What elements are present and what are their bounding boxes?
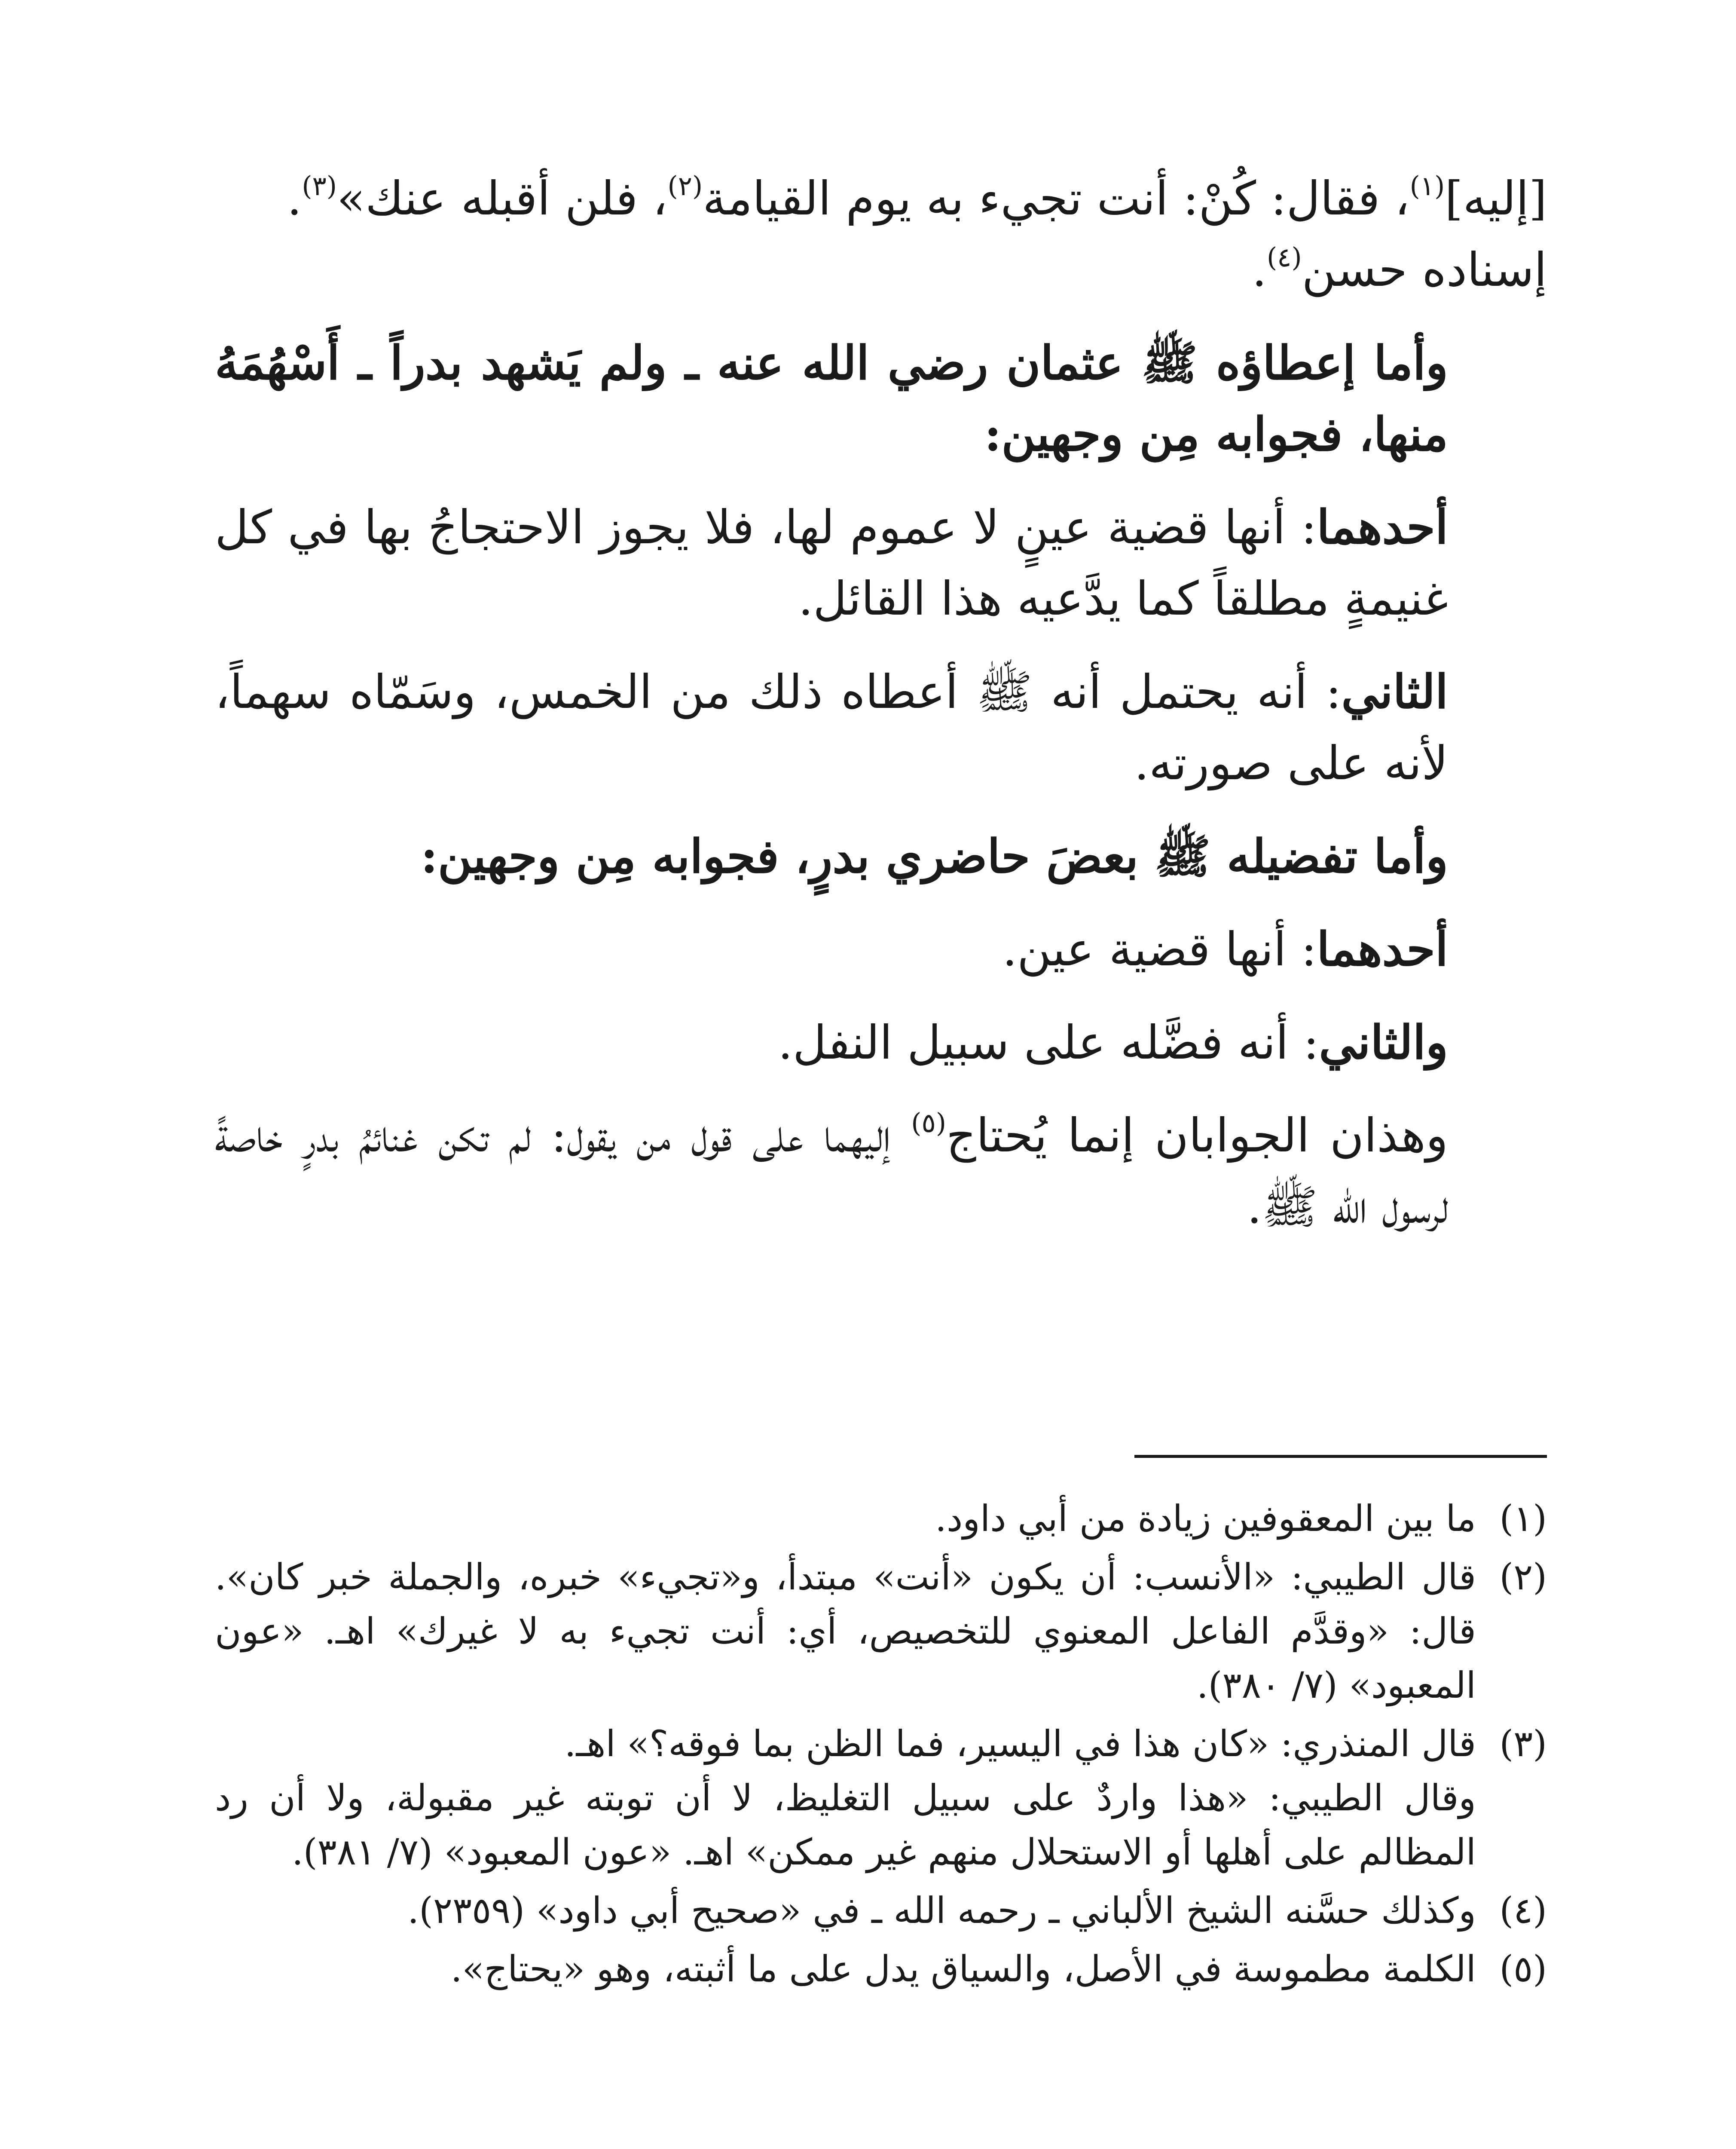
paragraph-3 bbox=[215, 492, 1547, 635]
paragraph-label: أحدهما bbox=[1317, 500, 1448, 554]
paragraph-5: وأما تفضيله ﷺ بعضَ حاضري بدرٍ، فجوابه مِن وجهين: bbox=[420, 830, 1448, 884]
footnote-ref-4: (٤) bbox=[1266, 242, 1302, 273]
footnote-ref-1: (١) bbox=[1409, 170, 1445, 202]
main-text bbox=[215, 163, 1547, 1243]
text-run: ، فلن أقبله عنك» bbox=[337, 172, 668, 226]
footnote-number: (١) bbox=[1499, 1497, 1547, 1540]
footnote-body bbox=[215, 1491, 1476, 1546]
footnote-3 bbox=[215, 1717, 1547, 1879]
paragraph-7 bbox=[215, 1007, 1547, 1079]
footnote-ref-3: (٣) bbox=[302, 170, 337, 202]
footnote-number: (٥) bbox=[1499, 1948, 1547, 1990]
text-run: . bbox=[1252, 243, 1267, 297]
text-run: . bbox=[287, 172, 302, 226]
footnote-1 bbox=[215, 1491, 1547, 1546]
paragraph-label: أحدهما bbox=[1317, 922, 1448, 977]
footnote-4 bbox=[215, 1883, 1547, 1938]
paragraph-6 bbox=[215, 914, 1547, 986]
paragraph-1 bbox=[215, 163, 1547, 235]
text-run: : أنه فضَّله على سبيل النفل. bbox=[778, 1016, 1319, 1070]
footnote-number: (٣) bbox=[1499, 1723, 1547, 1765]
footnote-5 bbox=[215, 1942, 1547, 1996]
footnote-separator bbox=[1134, 1455, 1547, 1458]
footnote-body bbox=[215, 1942, 1476, 1996]
paragraph-label: والثاني bbox=[1319, 1016, 1448, 1070]
text-run: وهذان الجوابان إنما يُحتاج bbox=[946, 1109, 1449, 1163]
footnote-text: قال الطيبي: «الأنسب: أن يكون «أنت» مبتدأ، و«تجيء» خبره، والجملة خبر كان». قال: «وقدَّم الفاعل المعنوي للتخصيص، أي: أنت تجيء به لا غيرك» اهـ. «عون المعبود» (٧/ ٣٨٠). bbox=[215, 1556, 1476, 1706]
text-run: : أنها قضية عين. bbox=[1002, 923, 1317, 977]
footnote-2 bbox=[215, 1550, 1547, 1712]
footnote-body bbox=[215, 1550, 1476, 1712]
footnote-number: (٢) bbox=[1499, 1556, 1547, 1598]
footnote-ref-2: (٢) bbox=[667, 170, 703, 202]
paragraph-2: وأما إعطاؤه ﷺ عثمان رضي الله عنه ـ ولم يَشهد بدراً ـ أَسْهُمَهُ منها، فجوابه مِن وجهين: bbox=[215, 336, 1448, 462]
text-run: ، فقال: كُنْ: أنت تجيء به يوم القيامة bbox=[703, 172, 1410, 226]
text-run: [إليه] bbox=[1445, 172, 1547, 226]
footnote-body bbox=[215, 1883, 1476, 1938]
text-run: : أنه يحتمل أنه ﷺ أعطاه ذلك من الخمس، وسَمّاه سهماً، لأنه على صورته. bbox=[215, 665, 1448, 790]
footnote-ref-5: (٥) bbox=[911, 1107, 947, 1139]
text-run: : أنها قضية عينٍ لا عموم لها، فلا يجوز الاحتجاجُ بها في كل غنيمةٍ مطلقاً كما يدَّعيه هذا القائل. bbox=[215, 501, 1448, 626]
footnote-text: الكلمة مطموسة في الأصل، والسياق يدل على ما أثبته، وهو «يحتاج». bbox=[450, 1948, 1476, 1990]
paragraph-4 bbox=[215, 656, 1547, 799]
paragraph-label: الثاني bbox=[1341, 665, 1448, 719]
text-run: إليهما على قول من يقول: لم تكن غنائمُ بدرٍ خاصةً لرسول الله ﷺ. bbox=[215, 1109, 1448, 1234]
footnote-body bbox=[215, 1717, 1476, 1879]
footnote-text: ما بين المعقوفين زيادة من أبي داود. bbox=[935, 1497, 1476, 1540]
footnote-text: قال المنذري: «كان هذا في اليسير، فما الظن بما فوقه؟» اهـ. bbox=[564, 1723, 1476, 1765]
footnote-text: وقال الطيبي: «هذا واردٌ على سبيل التغليظ، لا أن توبته غير مقبولة، ولا أن رد المظالم على أهلها أو الاستحلال منهم غير ممكن» اهـ. «عون المعبود» (٧/ ٣٨١). bbox=[215, 1777, 1476, 1873]
footnotes bbox=[215, 1491, 1547, 2000]
paragraph-8 bbox=[215, 1100, 1547, 1243]
isnad-line bbox=[215, 235, 1547, 306]
footnote-number: (٤) bbox=[1499, 1889, 1547, 1932]
text-run: إسناده حسن bbox=[1302, 243, 1547, 297]
footnote-text: وكذلك حسَّنه الشيخ الألباني ـ رحمه الله ـ في «صحيح أبي داود» (٢٣٥٩). bbox=[407, 1889, 1476, 1932]
